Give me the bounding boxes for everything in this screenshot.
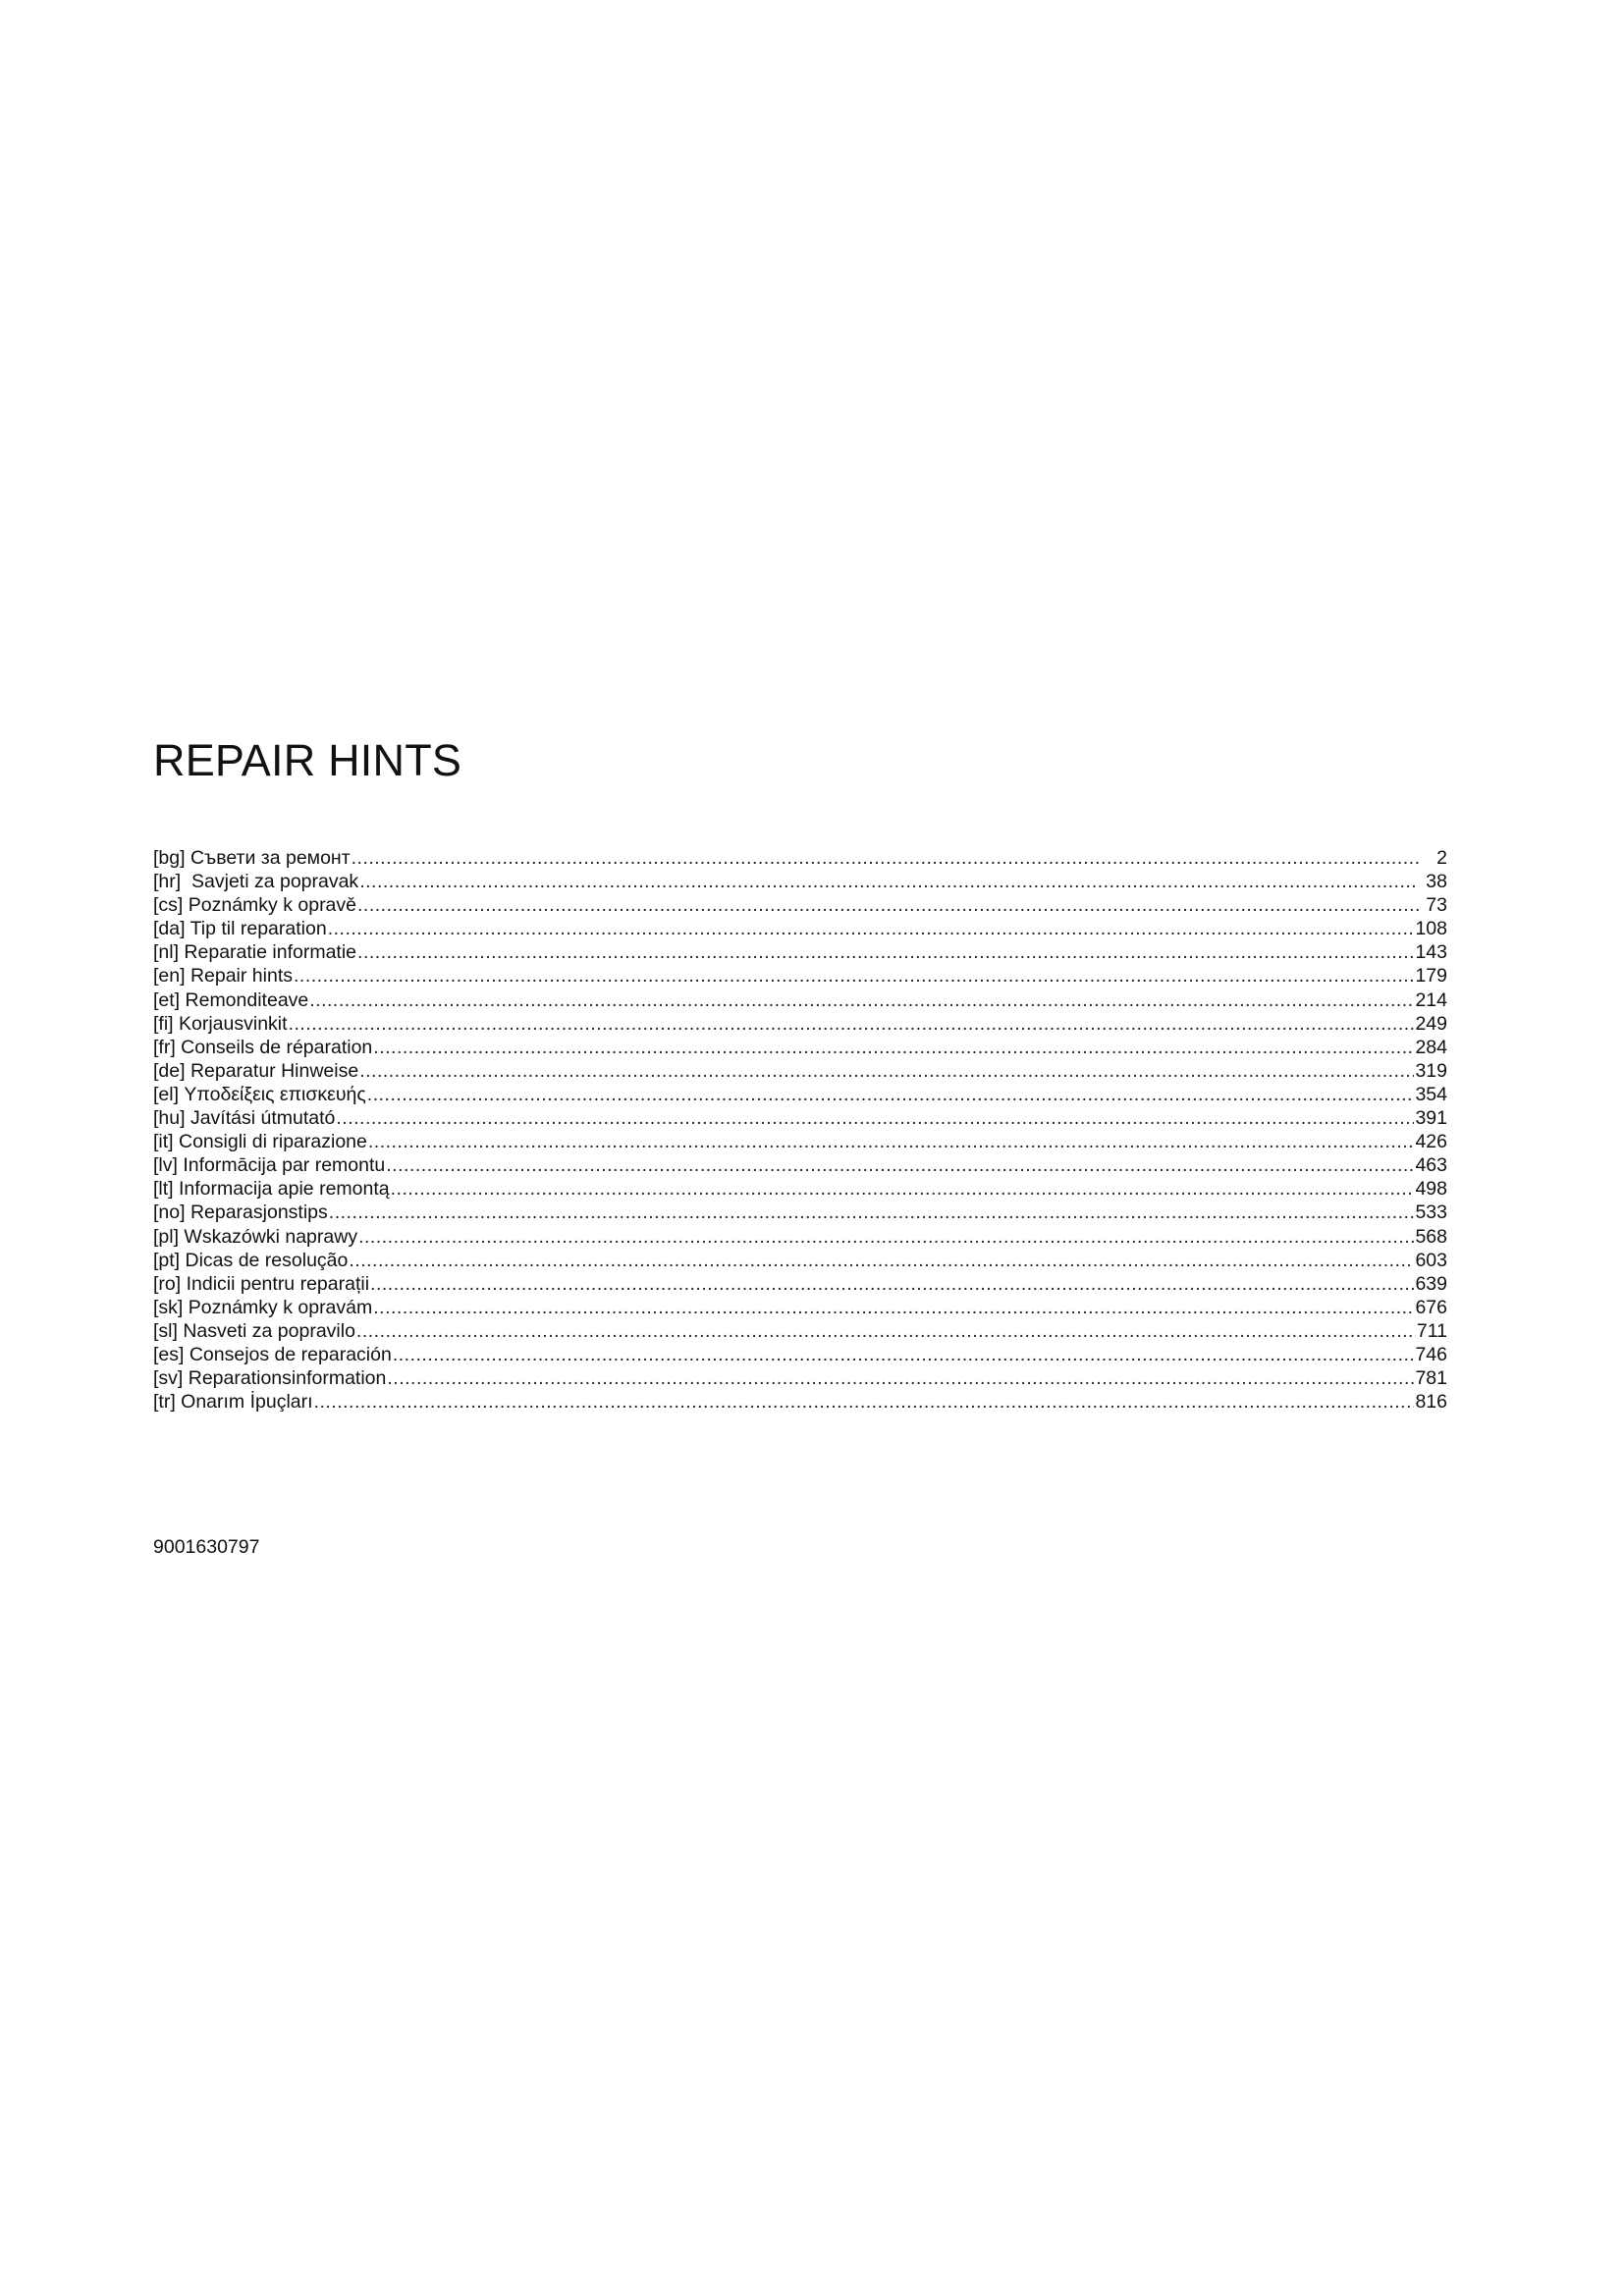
toc-entry-label: [sv] Reparationsinformation — [153, 1367, 387, 1390]
toc-entry-page: 319 — [1415, 1059, 1447, 1082]
toc-entry-page: 533 — [1415, 1201, 1447, 1224]
toc-entry-lv[interactable] — [153, 1153, 1447, 1177]
toc-entry-sl[interactable] — [153, 1319, 1447, 1343]
toc-leader-dots — [314, 1390, 1415, 1414]
toc-entry-label: [no] Reparasjonstips — [153, 1201, 328, 1224]
toc-leader-dots — [359, 1059, 1414, 1083]
toc-entry-label: [fi] Korjausvinkit — [153, 1012, 288, 1035]
toc-entry-page: 249 — [1415, 1012, 1447, 1035]
toc-entry-page: 639 — [1415, 1272, 1447, 1295]
toc-entry-page: 603 — [1415, 1249, 1447, 1271]
toc-entry-label: [hr] Savjeti za popravak — [153, 871, 359, 893]
toc-entry-page: 354 — [1415, 1083, 1447, 1105]
toc-entry-page: 179 — [1415, 965, 1447, 988]
toc-entry-label: [de] Reparatur Hinweise — [153, 1059, 359, 1082]
toc-entry-label: [sk] Poznámky k opravám — [153, 1296, 373, 1318]
toc-leader-dots — [373, 1296, 1414, 1319]
toc-entry-label: [et] Remonditeave — [153, 988, 309, 1011]
toc-leader-dots — [370, 1272, 1414, 1296]
toc-entry-page: 2 — [1436, 847, 1447, 869]
toc-entry-nl[interactable] — [153, 940, 1447, 964]
toc-entry-label: [pt] Dicas de resolução — [153, 1249, 349, 1271]
toc-leader-dots — [289, 1012, 1415, 1036]
toc-entry-label: [el] Υποδείξεις επισκευής — [153, 1083, 366, 1105]
toc-leader-dots — [373, 1036, 1414, 1059]
toc-entry-no[interactable] — [153, 1201, 1447, 1224]
toc-entry-label: [da] Tip til reparation — [153, 918, 327, 940]
toc-leader-dots — [329, 1201, 1415, 1224]
toc-entry-page: 568 — [1415, 1225, 1447, 1248]
toc-entry-cs[interactable] — [153, 893, 1447, 917]
toc-entry-fi[interactable] — [153, 1012, 1447, 1036]
toc-leader-dots — [387, 1366, 1414, 1390]
toc-entry-page: 214 — [1415, 988, 1447, 1011]
toc-entry-tr[interactable] — [153, 1390, 1447, 1414]
toc-entry-page: 676 — [1415, 1296, 1447, 1318]
toc-entry-label: [tr] Onarım İpuçları — [153, 1391, 313, 1414]
toc-leader-dots — [357, 940, 1414, 964]
toc-entry-page: 73 — [1426, 894, 1447, 917]
toc-entry-label: [it] Consigli di riparazione — [153, 1131, 367, 1153]
toc-entry-page: 498 — [1415, 1178, 1447, 1201]
toc-entry-label: [es] Consejos de reparación — [153, 1343, 392, 1365]
toc-entry-pl[interactable] — [153, 1225, 1447, 1249]
toc-leader-dots — [336, 1106, 1414, 1130]
toc-entry-pt[interactable] — [153, 1249, 1447, 1272]
toc-entry-da[interactable] — [153, 917, 1447, 940]
toc-leader-dots — [367, 1083, 1415, 1106]
toc-leader-dots — [391, 1177, 1415, 1201]
toc-entry-page: 143 — [1415, 941, 1447, 964]
page-title: REPAIR HINTS — [153, 735, 462, 785]
toc-leader-dots — [368, 1130, 1415, 1153]
toc-entry-de[interactable] — [153, 1059, 1447, 1083]
toc-entry-label: [lt] Informacija apie remontą — [153, 1178, 390, 1201]
toc-entry-page: 426 — [1415, 1131, 1447, 1153]
toc-leader-dots — [393, 1343, 1415, 1366]
toc-leader-dots — [352, 846, 1419, 870]
toc-entry-ro[interactable] — [153, 1272, 1447, 1296]
toc-entry-page: 816 — [1415, 1391, 1447, 1414]
toc-entry-label: [sl] Nasveti za popravilo — [153, 1319, 355, 1342]
toc-entry-hu[interactable] — [153, 1106, 1447, 1130]
toc-entry-page: 38 — [1426, 871, 1447, 893]
toc-leader-dots — [309, 988, 1414, 1012]
toc-leader-dots — [359, 870, 1419, 893]
toc-entry-label: [fr] Conseils de réparation — [153, 1036, 373, 1058]
toc-entry-en[interactable] — [153, 964, 1447, 988]
toc-entry-label: [lv] Informācija par remontu — [153, 1154, 386, 1177]
toc-entry-label: [bg] Съвети за ремонт — [153, 847, 351, 869]
toc-entry-page: 746 — [1415, 1343, 1447, 1365]
toc-leader-dots — [358, 1225, 1414, 1249]
toc-entry-label: [nl] Reparatie informatie — [153, 941, 357, 964]
toc-entry-sk[interactable] — [153, 1296, 1447, 1319]
toc-entry-label: [pl] Wskazówki naprawy — [153, 1225, 358, 1248]
toc-entry-hr[interactable] — [153, 870, 1447, 893]
toc-entry-es[interactable] — [153, 1343, 1447, 1366]
toc-leader-dots — [349, 1249, 1414, 1272]
toc-entry-page: 781 — [1415, 1367, 1447, 1390]
toc-entry-page: 391 — [1415, 1107, 1447, 1130]
toc-leader-dots — [328, 917, 1415, 940]
toc-entry-page: 284 — [1415, 1036, 1447, 1058]
toc-leader-dots — [357, 893, 1419, 917]
toc-entry-it[interactable] — [153, 1130, 1447, 1153]
toc-entry-lt[interactable] — [153, 1177, 1447, 1201]
toc-leader-dots — [356, 1319, 1416, 1343]
toc-entry-fr[interactable] — [153, 1036, 1447, 1059]
toc-entry-label: [ro] Indicii pentru reparații — [153, 1272, 370, 1295]
toc-entry-bg[interactable] — [153, 846, 1447, 870]
toc-entry-et[interactable] — [153, 988, 1447, 1012]
toc-entry-label: [hu] Javítási útmutató — [153, 1107, 336, 1130]
toc-entry-el[interactable] — [153, 1083, 1447, 1106]
toc-entry-page: 711 — [1416, 1319, 1447, 1342]
toc-entry-label: [en] Repair hints — [153, 965, 293, 988]
toc-entry-page: 108 — [1415, 918, 1447, 940]
toc-entry-label: [cs] Poznámky k opravě — [153, 894, 356, 917]
toc-entry-page: 463 — [1415, 1154, 1447, 1177]
table-of-contents — [153, 846, 1447, 1414]
toc-leader-dots — [386, 1153, 1414, 1177]
document-number: 9001630797 — [153, 1536, 260, 1558]
toc-entry-sv[interactable] — [153, 1366, 1447, 1390]
toc-leader-dots — [294, 964, 1414, 988]
